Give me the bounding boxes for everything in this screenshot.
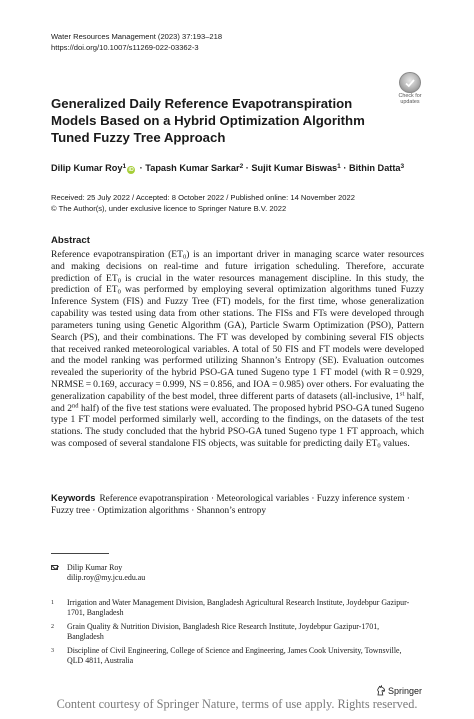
author-affiliation-ref: 1 xyxy=(337,163,341,170)
affiliation-text: Discipline of Civil Engineering, College of Science and Engineering, James Cook University, Townsville, QLD 4811, Australia xyxy=(67,646,402,666)
author-separator: · xyxy=(139,163,143,173)
author-list xyxy=(51,163,441,174)
author-affiliation-ref: 1 xyxy=(122,163,127,170)
author-name[interactable]: Bithin Datta xyxy=(348,163,401,173)
publisher-name: Springer xyxy=(388,686,423,696)
abstract-heading: Abstract xyxy=(51,235,90,246)
author-affiliation-ref: 2 xyxy=(239,163,244,170)
affiliation-number: 2 xyxy=(51,624,54,630)
affiliation-number: 3 xyxy=(51,648,54,654)
keywords-list: Reference evapotranspiration · Meteorological variables · Fuzzy inference system · Fuzzy tree · Optimization algorithms · Shannon’s entropy xyxy=(51,494,410,516)
author-affiliation-ref: 3 xyxy=(400,163,405,170)
check-for-updates-icon xyxy=(399,72,421,93)
author-name[interactable]: Sujit Kumar Biswas xyxy=(251,163,338,173)
corresponding-author-name: Dilip Kumar Roy xyxy=(67,563,123,572)
author-name[interactable]: Tapash Kumar Sarkar xyxy=(145,163,240,173)
corresponding-author-email[interactable]: dilip.roy@my.jcu.edu.au xyxy=(67,573,146,583)
keywords-label: Keywords xyxy=(51,493,96,503)
footnote-divider xyxy=(51,553,109,554)
journal-header xyxy=(51,31,222,53)
author-separator: · xyxy=(245,163,249,173)
affiliation-number: 1 xyxy=(51,600,54,606)
keywords xyxy=(51,493,424,518)
envelope-icon xyxy=(51,565,58,570)
doi-link[interactable]: https://doi.org/10.1007/s11269-022-03362-3 xyxy=(51,43,199,52)
check-for-updates-label: Check for updates xyxy=(398,93,422,106)
orcid-icon[interactable]: iD xyxy=(128,167,134,173)
author-separator: · xyxy=(343,163,347,173)
journal-citation: Water Resources Management (2023) 37:193–218 xyxy=(51,32,223,41)
affiliation-text: Irrigation and Water Management Division, Bangladesh Agricultural Research Institute, Joydebpur Gazipur-1701, Bangladesh xyxy=(67,598,410,618)
abstract-body: Reference evapotranspiration $(ET_0)$ is an important driver in managing scarce water resources and making decisions on real-time and future irrigation scheduling. Therefore, accurate prediction of $ET_0$ is crucial in the water resources management discipline. In this study, the prediction of $ET_0$ was performed by employing several optimization algorithms tuned Fuzzy Inference System (FIS) and Fuzzy Tree (FT) models, for the first time, whose generalization capability was tested using data from other stations. The FISs and FTs were developed through parameters tuning using Genetic Algorithm (GA), Particle Swarm Optimization (PSO), Pattern Search (PS), and their combinations. The FT was developed by combining several FIS objects that received ranked meteorological variables. A total of 50 FIS and FT models were developed and the model ranking was performed utilizing Shannon’s Entropy (SE). Evaluation outcomes revealed the superiority of the hybrid PSO-GA tuned Sugeno type 1 FT model (with R = 0.929, NRMSE = 0.169, accuracy = 0.999, NS = 0.856, and IOA = 0.985) over others. For evaluating the generalization capability of the best model, three different parts of datasets (all-inclusive, 1st half, and 2nd half) of the five test stations were evaluated. The proposed hybrid PSO-GA tuned Sugeno type 1 FT model performed similarly well, according to the findings, on the datasets of the test stations. The study concluded that the hybrid PSO-GA tuned Sugeno type 1 FT approach, which was composed of several standalone FIS objects, was suitable for predicting daily $ET_0$ values. xyxy=(51,249,425,450)
check-for-updates-badge[interactable] xyxy=(393,72,427,106)
affiliation-text: Grain Quality & Nutrition Division, Bangladesh Rice Research Institute, Joydebpur Gazipur-1701, Bangladesh xyxy=(67,622,380,642)
copyright-line: © The Author(s), under exclusive licence to Springer Nature B.V. 2022 xyxy=(51,203,287,213)
article-history: Received: 25 July 2022 / Accepted: 8 October 2022 / Published online: 14 November 2022 xyxy=(51,193,355,202)
author-name[interactable]: Dilip Kumar Roy xyxy=(51,163,123,173)
publication-dates xyxy=(51,193,355,214)
content-watermark: Content courtesy of Springer Nature, terms of use apply. Rights reserved. xyxy=(56,697,418,711)
paper-title: Generalized Daily Reference Evapotranspiration Models Based on a Hybrid Optimization Algorithm Tuned Fuzzy Tree Approach xyxy=(51,96,365,145)
